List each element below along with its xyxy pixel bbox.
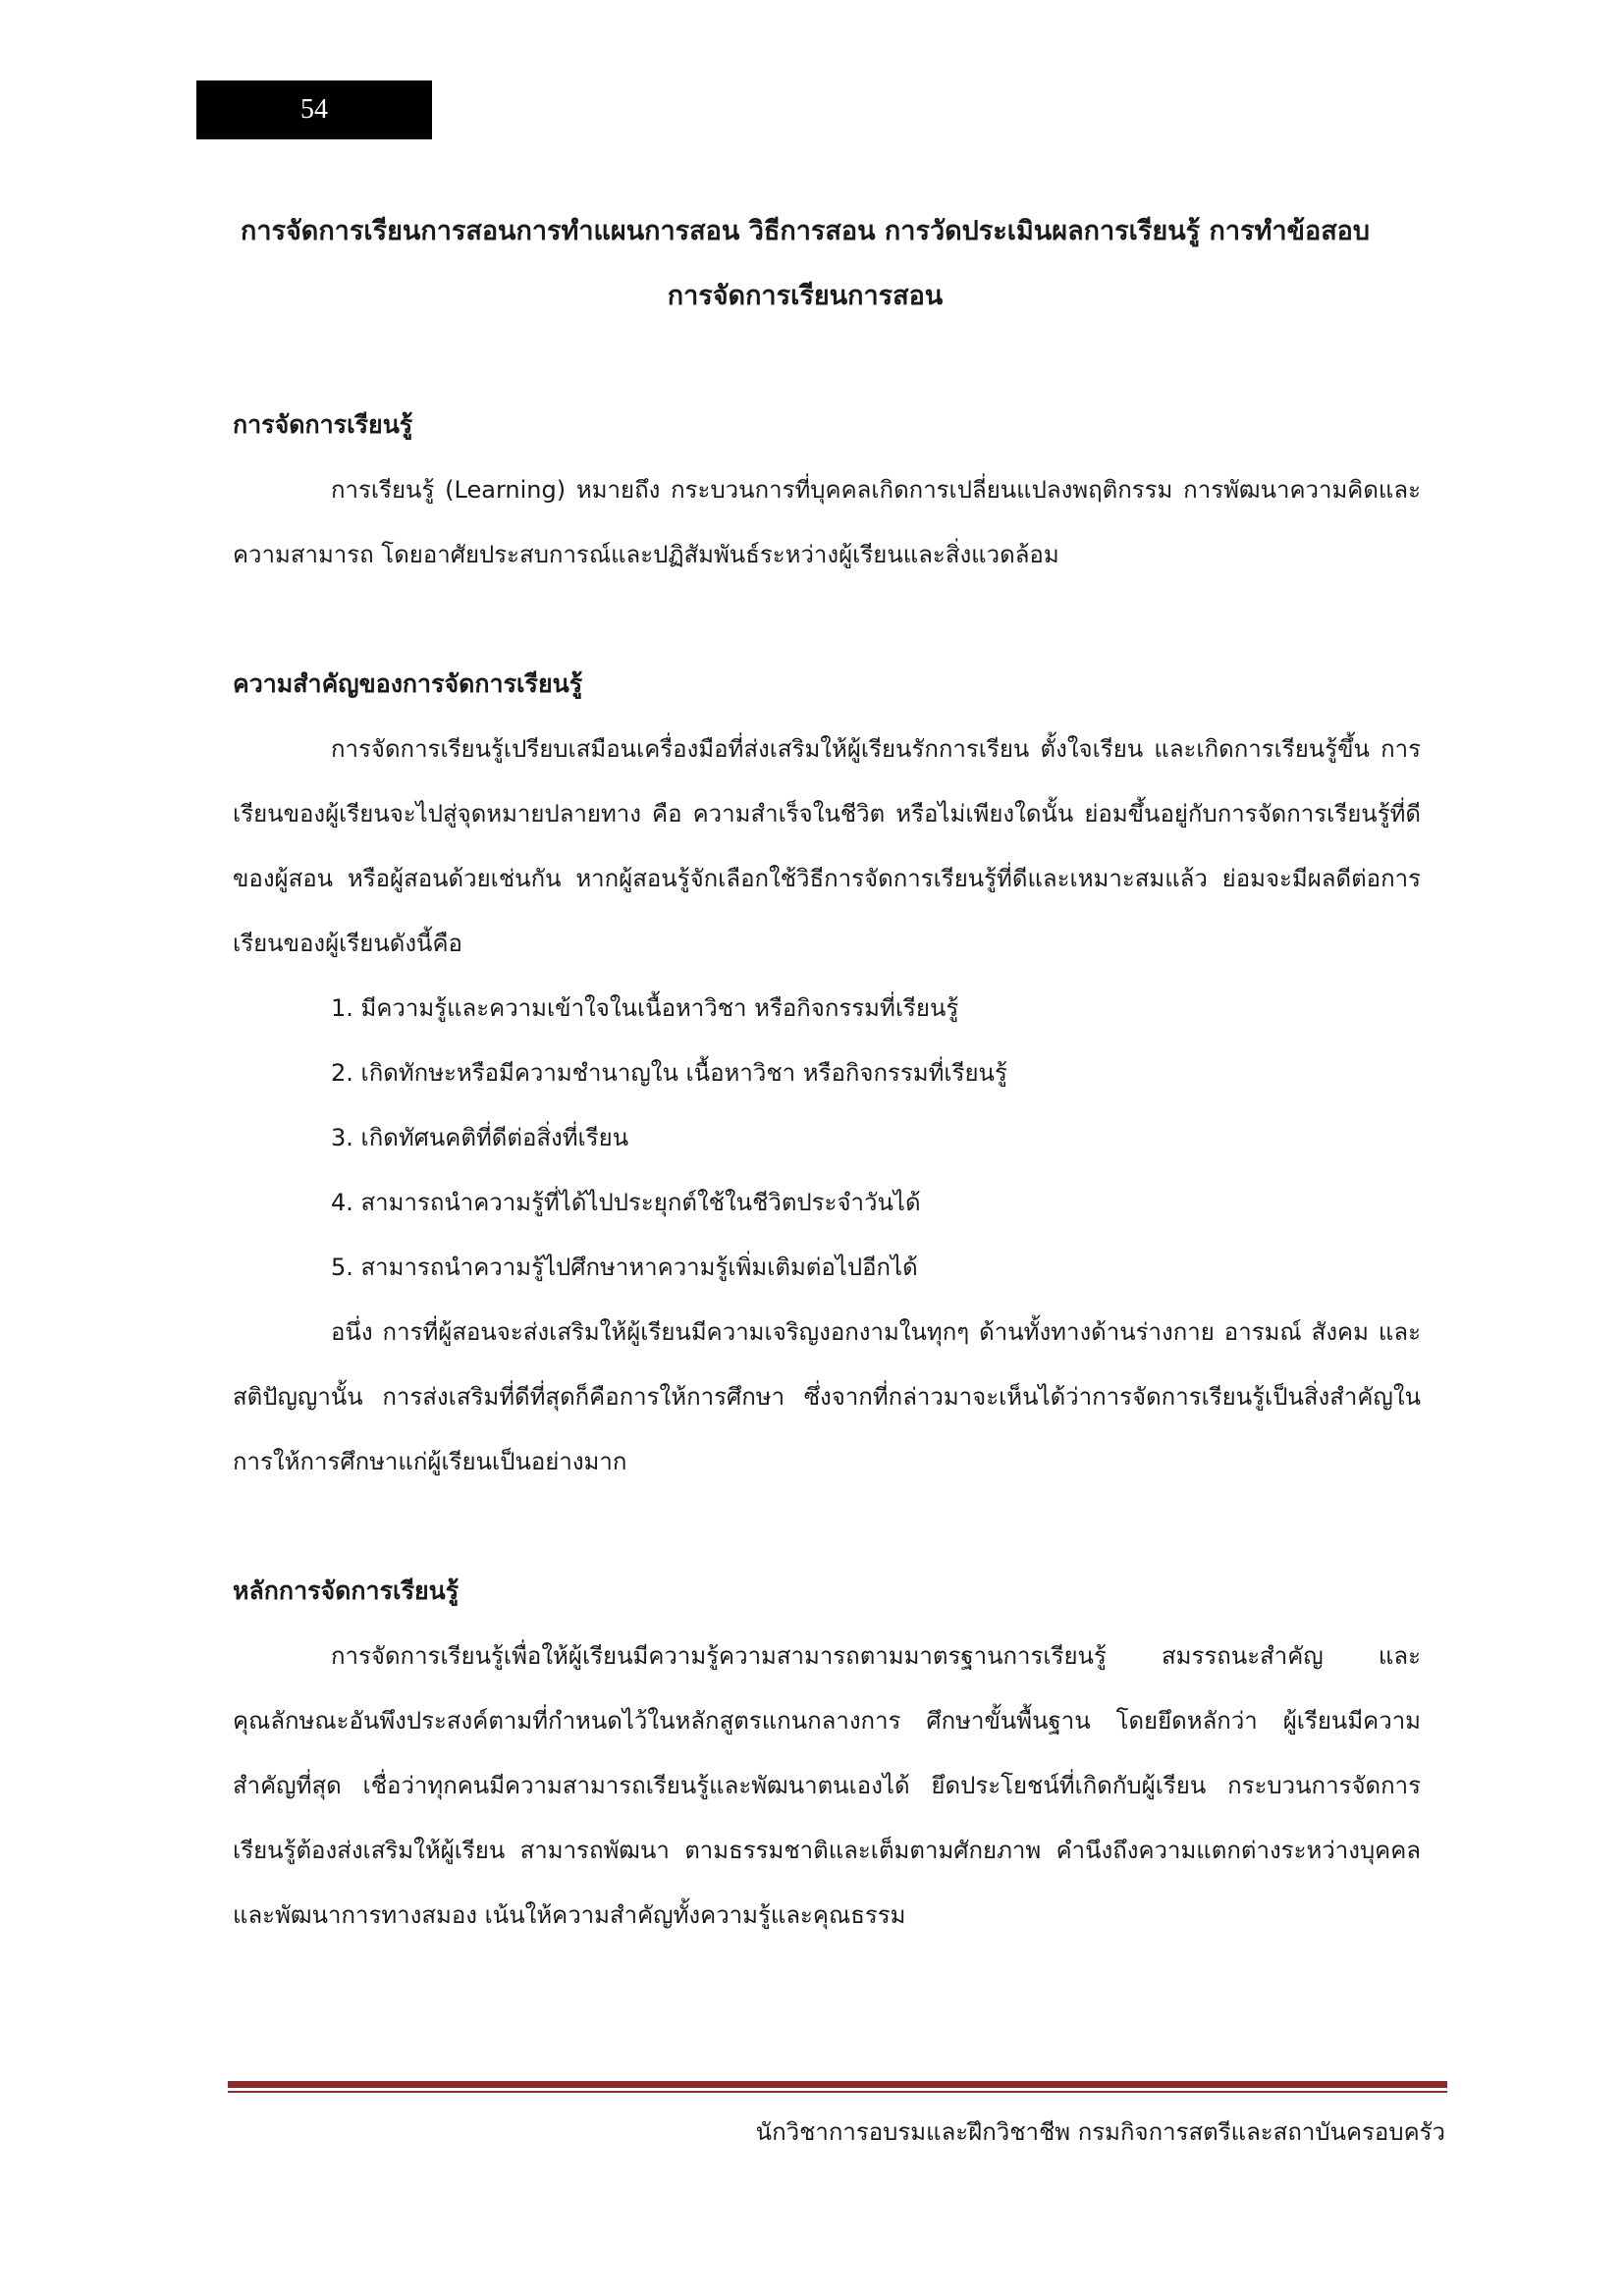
section-paragraph: การจัดการเรียนรู้เพื่อให้ผู้เรียนมีความรู้ความสามารถตามมาตรฐานการเรียนรู้ สมรรถนะสำคัญ และคุณลักษณะอันพึงประสงค์ตามที่กำหนดไว้ในหลักสูตรแกนกลางการ ศึกษาขั้นพื้นฐาน โดยยึดหลักว่า ผู้เรียนมีความสำคัญที่สุด เชื่อว่าทุกคนมีความสามารถเรียนรู้และพัฒนาตนเองได้ ยึดประโยชน์ที่เกิดกับผู้เรียน กระบวนการจัดการเรียนรู้ต้องส่งเสริมให้ผู้เรียน สามารถพัฒนา ตามธรรมชาติและเต็มตามศักยภาพ คำนึงถึงความแตกต่างระหว่างบุคคลและพัฒนาการทางสมอง เน้นให้ความสำคัญทั้งความรู้และคุณธรรม xyxy=(233,1642,1421,1929)
list-item: 1. มีความรู้และความเข้าใจในเนื้อหาวิชา หรือกิจกรรมที่เรียนรู้ xyxy=(331,994,959,1022)
section-paragraph: การเรียนรู้ (Learning) หมายถึง กระบวนการที่บุคคลเกิดการเปลี่ยนแปลงพฤติกรรม การพัฒนาความคิดและความสามารถ โดยอาศัยประสบการณ์และปฏิสัมพันธ์ระหว่างผู้เรียนและสิ่งแวดล้อม xyxy=(233,476,1421,568)
document-title xyxy=(196,199,1414,329)
section-heading: ความสำคัญของการจัดการเรียนรู้ xyxy=(233,669,583,698)
section-heading: หลักการจัดการเรียนรู้ xyxy=(233,1576,460,1605)
benefits-list xyxy=(233,976,1421,1300)
footer-organization: นักวิชาการอบรมและฝึกวิชาชีพ กรมกิจการสตรีและสถาบันครอบครัว xyxy=(755,2118,1445,2146)
list-item: 2. เกิดทักษะหรือมีความชำนาญใน เนื้อหาวิชา หรือกิจกรรมที่เรียนรู้ xyxy=(331,1059,1007,1087)
footer-rule-thin xyxy=(228,2091,1447,2093)
document-body xyxy=(233,393,1421,2012)
section-principles xyxy=(233,1559,1421,1948)
section-heading: การจัดการเรียนรู้ xyxy=(233,410,413,439)
footer-rule-thick xyxy=(228,2081,1447,2088)
section-paragraph: อนึ่ง การที่ผู้สอนจะส่งเสริมให้ผู้เรียนมีความเจริญงอกงามในทุกๆ ด้านทั้งทางด้านร่างกาย อารมณ์ สังคม และสติปัญญานั้น การส่งเสริมที่ดีที่สุดก็คือการให้การศึกษา ซึ่งจากที่กล่าวมาจะเห็นได้ว่าการจัดการเรียนรู้เป็นสิ่งสำคัญในการให้การศึกษาแก่ผู้เรียนเป็นอย่างมาก xyxy=(233,1318,1421,1475)
document-title-line-1: การจัดการเรียนการสอนการทำแผนการสอน วิธีการสอน การวัดประเมินผลการเรียนรู้ การทำข้อสอบ xyxy=(240,216,1371,246)
section-paragraph: การจัดการเรียนรู้เปรียบเสมือนเครื่องมือที่ส่งเสริมให้ผู้เรียนรักการเรียน ตั้งใจเรียน และเกิดการเรียนรู้ขึ้น การเรียนของผู้เรียนจะไปสู่จุดหมายปลายทาง คือ ความสำเร็จในชีวิต หรือไม่เพียงใดนั้น ย่อมขึ้นอยู่กับการจัดการเรียนรู้ที่ดีของผู้สอน หรือผู้สอนด้วยเช่นกัน หากผู้สอนรู้จักเลือกใช้วิธีการจัดการเรียนรู้ที่ดีและเหมาะสมแล้ว ย่อมจะมีผลดีต่อการเรียนของผู้เรียนดังนี้คือ xyxy=(233,735,1421,957)
footer-rule xyxy=(228,2081,1447,2093)
section-importance xyxy=(233,652,1421,1494)
page-number: 54 xyxy=(196,80,432,139)
list-item: 4. สามารถนำความรู้ที่ได้ไปประยุกต์ใช้ในชีวิตประจำวันได้ xyxy=(331,1189,921,1216)
list-item: 5. สามารถนำความรู้ไปศึกษาหาความรู้เพิ่มเติมต่อไปอีกได้ xyxy=(331,1254,918,1281)
list-item: 3. เกิดทัศนคติที่ดีต่อสิ่งที่เรียน xyxy=(331,1124,629,1151)
section-learning-management xyxy=(233,393,1421,587)
document-title-line-2: การจัดการเรียนการสอน xyxy=(667,281,944,311)
